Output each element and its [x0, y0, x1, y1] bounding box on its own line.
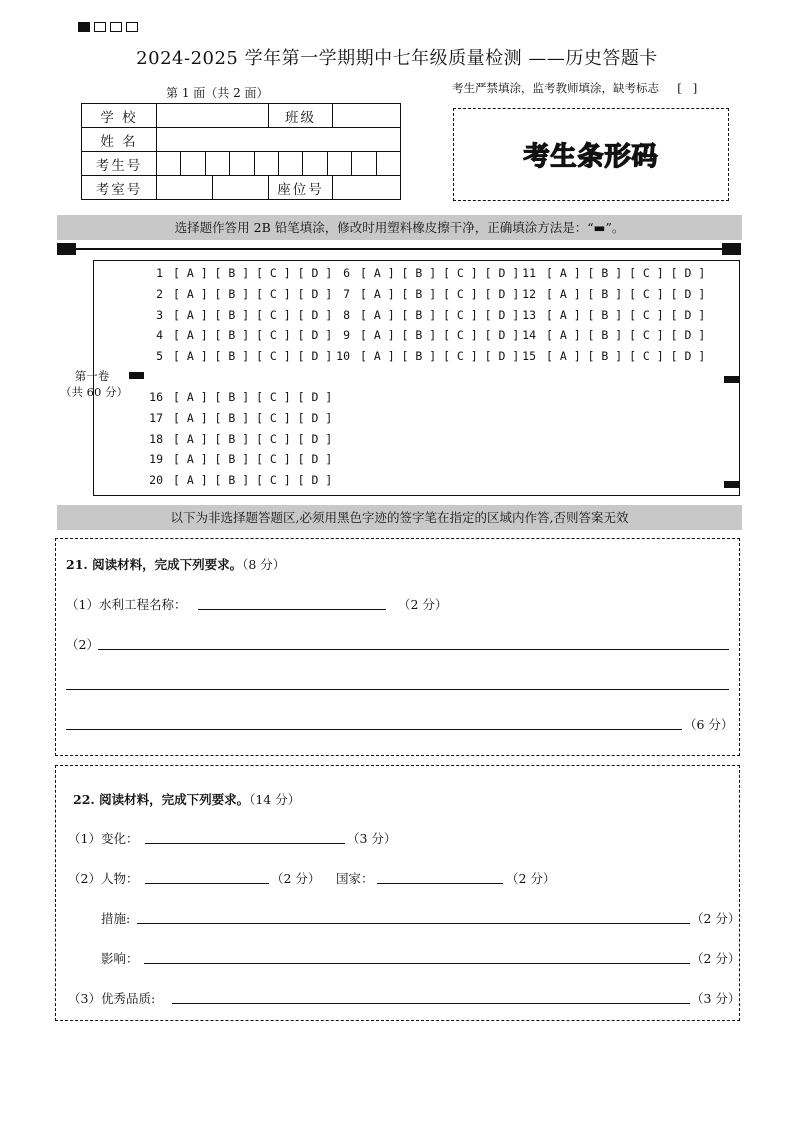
mcq-question-number: 15 [522, 349, 536, 364]
mcq-answer-options[interactable]: [ A ] [ B ] [ C ] [ D ] [546, 328, 706, 343]
mcq-answer-options[interactable]: [ A ] [ B ] [ C ] [ D ] [173, 286, 333, 301]
q22-part2-country-answer-line[interactable] [377, 883, 503, 884]
mcq-answer-options[interactable]: [ A ] [ B ] [ C ] [ D ] [546, 349, 706, 364]
q22-part3-points: （3 分） [691, 991, 741, 1006]
exam-number-digit[interactable] [181, 152, 205, 175]
mcq-question-number: 17 [149, 410, 163, 425]
mcq-question-number: 16 [149, 390, 163, 404]
page-marker-squares [78, 17, 142, 36]
mcq-question-number: 14 [522, 328, 536, 343]
mcq-answer-options[interactable]: [ A ] [ B ] [ C ] [ D ] [173, 410, 333, 425]
q22-part3-answer-line[interactable] [172, 1003, 690, 1004]
class-label: 班级 [269, 104, 333, 128]
mcq-answer-options[interactable]: [ A ] [ B ] [ C ] [ D ] [360, 307, 520, 322]
exam-number-digit[interactable] [352, 152, 376, 175]
mcq-question-number: 12 [522, 286, 536, 301]
q22-part2-person-points: （2 分） [271, 871, 321, 886]
exam-room-field[interactable] [213, 176, 268, 199]
mcq-answer-options[interactable]: [ A ] [ B ] [ C ] [ D ] [173, 349, 333, 364]
exam-number-digit[interactable] [255, 152, 279, 175]
page-marker-empty [126, 22, 138, 32]
exam-number-digit[interactable] [377, 152, 400, 175]
seat-field[interactable] [333, 176, 401, 200]
q21-part1-label: （1）水利工程名称： [66, 597, 187, 612]
mcq-answer-options[interactable]: [ A ] [ B ] [ C ] [ D ] [360, 349, 520, 364]
mcq-question-number: 2 [156, 286, 163, 301]
exam-room-label: 考室号 [82, 176, 157, 200]
mcq-answer-options[interactable]: [ A ] [ B ] [ C ] [ D ] [173, 266, 333, 280]
q22-impact-answer-line[interactable] [144, 963, 690, 964]
class-field[interactable] [333, 104, 401, 128]
mcq-answer-options[interactable]: [ A ] [ B ] [ C ] [ D ] [173, 452, 333, 467]
mcq-answer-options[interactable]: [ A ] [ B ] [ C ] [ D ] [546, 286, 706, 301]
q22-part3-label: （3）优秀品质: [68, 991, 156, 1006]
mcq-answer-options[interactable]: [ A ] [ B ] [ C ] [ D ] [360, 286, 520, 301]
page-marker-empty [94, 22, 106, 32]
q22-measures-answer-line[interactable] [137, 923, 690, 924]
mcq-answer-options[interactable]: [ A ] [ B ] [ C ] [ D ] [360, 266, 520, 280]
mcq-question-number: 5 [156, 349, 163, 364]
mcq-answer-options[interactable]: [ A ] [ B ] [ C ] [ D ] [546, 266, 706, 280]
exam-number-digit[interactable] [230, 152, 254, 175]
barcode-label: 考生条形码 [523, 142, 659, 172]
q22-impact-label: 影响： [101, 951, 139, 966]
mcq-question-number: 9 [343, 328, 350, 343]
q22-part1-answer-line[interactable] [145, 843, 345, 844]
q21-part2-label: （2） [66, 637, 99, 652]
mcq-question-number: 10 [336, 349, 350, 364]
school-label: 学 校 [82, 104, 157, 128]
q21-part2-answer-line[interactable] [98, 649, 729, 650]
barcode-area [453, 108, 729, 201]
question-21-title: 21. 阅读材料，完成下列要求。（8 分） [66, 557, 286, 572]
mcq-answer-options[interactable]: [ A ] [ B ] [ C ] [ D ] [173, 473, 333, 488]
position-mark [724, 376, 739, 383]
q22-part2-country-label: 国家： [336, 871, 374, 886]
position-mark [722, 243, 741, 255]
mcq-question-number: 4 [156, 328, 163, 343]
separator-line [76, 248, 722, 250]
section-label-title: 第一卷 [74, 369, 110, 383]
mcq-question-number: 20 [149, 473, 163, 488]
position-mark [57, 243, 76, 255]
name-field[interactable] [157, 128, 401, 152]
mcq-question-number: 19 [149, 452, 163, 467]
q21-part1-points: （2 分） [398, 597, 448, 612]
absent-notice: 考生严禁填涂，监考教师填涂，缺考标志 [ ] [452, 81, 698, 95]
mcq-question-number: 11 [522, 266, 536, 280]
mcq-answer-options[interactable]: [ A ] [ B ] [ C ] [ D ] [360, 328, 520, 343]
mcq-instruction-banner: 选择题作答用 2B 铅笔填涂，修改时用塑料橡皮擦干净，正确填涂方法是：“▬”。 [57, 215, 742, 240]
seat-label: 座位号 [269, 176, 333, 200]
exam-number-digit[interactable] [303, 152, 327, 175]
name-label: 姓 名 [82, 128, 157, 152]
q21-part2-points: （6 分） [684, 717, 734, 732]
section-label-points: （共 60 分） [60, 385, 128, 399]
non-mcq-banner: 以下为非选择题答题区,必须用黑色字迹的签字笔在指定的区域内作答,否则答案无效 [57, 505, 742, 530]
mcq-answer-options[interactable]: [ A ] [ B ] [ C ] [ D ] [546, 307, 706, 322]
school-field[interactable] [157, 104, 269, 128]
q22-part2-country-points: （2 分） [506, 871, 556, 886]
question-21-points: （8 分） [242, 557, 286, 572]
mcq-answer-options[interactable]: [ A ] [ B ] [ C ] [ D ] [173, 307, 333, 322]
mcq-question-number: 7 [343, 286, 350, 301]
q22-impact-points: （2 分） [691, 951, 741, 966]
mcq-answer-options[interactable]: [ A ] [ B ] [ C ] [ D ] [173, 431, 333, 446]
exam-number-digit[interactable] [328, 152, 352, 175]
q22-part1-points: （3 分） [347, 831, 397, 846]
mcq-question-number: 6 [343, 266, 350, 280]
mcq-question-number: 18 [149, 431, 163, 446]
exam-number-digit[interactable] [279, 152, 303, 175]
student-info-table [81, 103, 401, 200]
q22-measures-points: （2 分） [691, 911, 741, 926]
exam-room-field[interactable] [157, 176, 213, 199]
mcq-answer-options[interactable]: [ A ] [ B ] [ C ] [ D ] [173, 390, 333, 404]
position-mark [724, 481, 739, 488]
exam-number-digit[interactable] [206, 152, 230, 175]
q22-part2-person-answer-line[interactable] [145, 883, 269, 884]
mcq-question-number: 1 [156, 266, 163, 280]
page-marker-empty [110, 22, 122, 32]
q21-part2-answer-line[interactable] [66, 729, 682, 730]
position-mark [129, 372, 144, 379]
page-info: 第 1 面（共 2 面） [166, 86, 269, 100]
mcq-question-number: 8 [343, 307, 350, 322]
page-marker-filled [78, 22, 90, 32]
mcq-question-number: 13 [522, 307, 536, 322]
mcq-answer-options[interactable]: [ A ] [ B ] [ C ] [ D ] [173, 328, 333, 343]
q21-part1-answer-line[interactable] [198, 609, 386, 610]
section-label [60, 368, 128, 400]
q21-part2-answer-line[interactable] [66, 689, 729, 690]
q22-part2-person-label: （2）人物： [68, 871, 139, 886]
mcq-question-number: 3 [156, 307, 163, 322]
exam-number-label: 考生号 [82, 152, 157, 176]
page-title: 2024-2025 学年第一学期期中七年级质量检测 ——历史答题卡 [136, 48, 658, 69]
exam-number-boxes [157, 152, 400, 175]
q22-measures-label: 措施: [101, 911, 131, 926]
exam-number-digit[interactable] [157, 152, 181, 175]
question-22-title: 22. 阅读材料，完成下列要求。（14 分） [73, 792, 301, 807]
question-22-points: （14 分） [249, 792, 301, 807]
q22-part1-label: （1）变化： [68, 831, 139, 846]
